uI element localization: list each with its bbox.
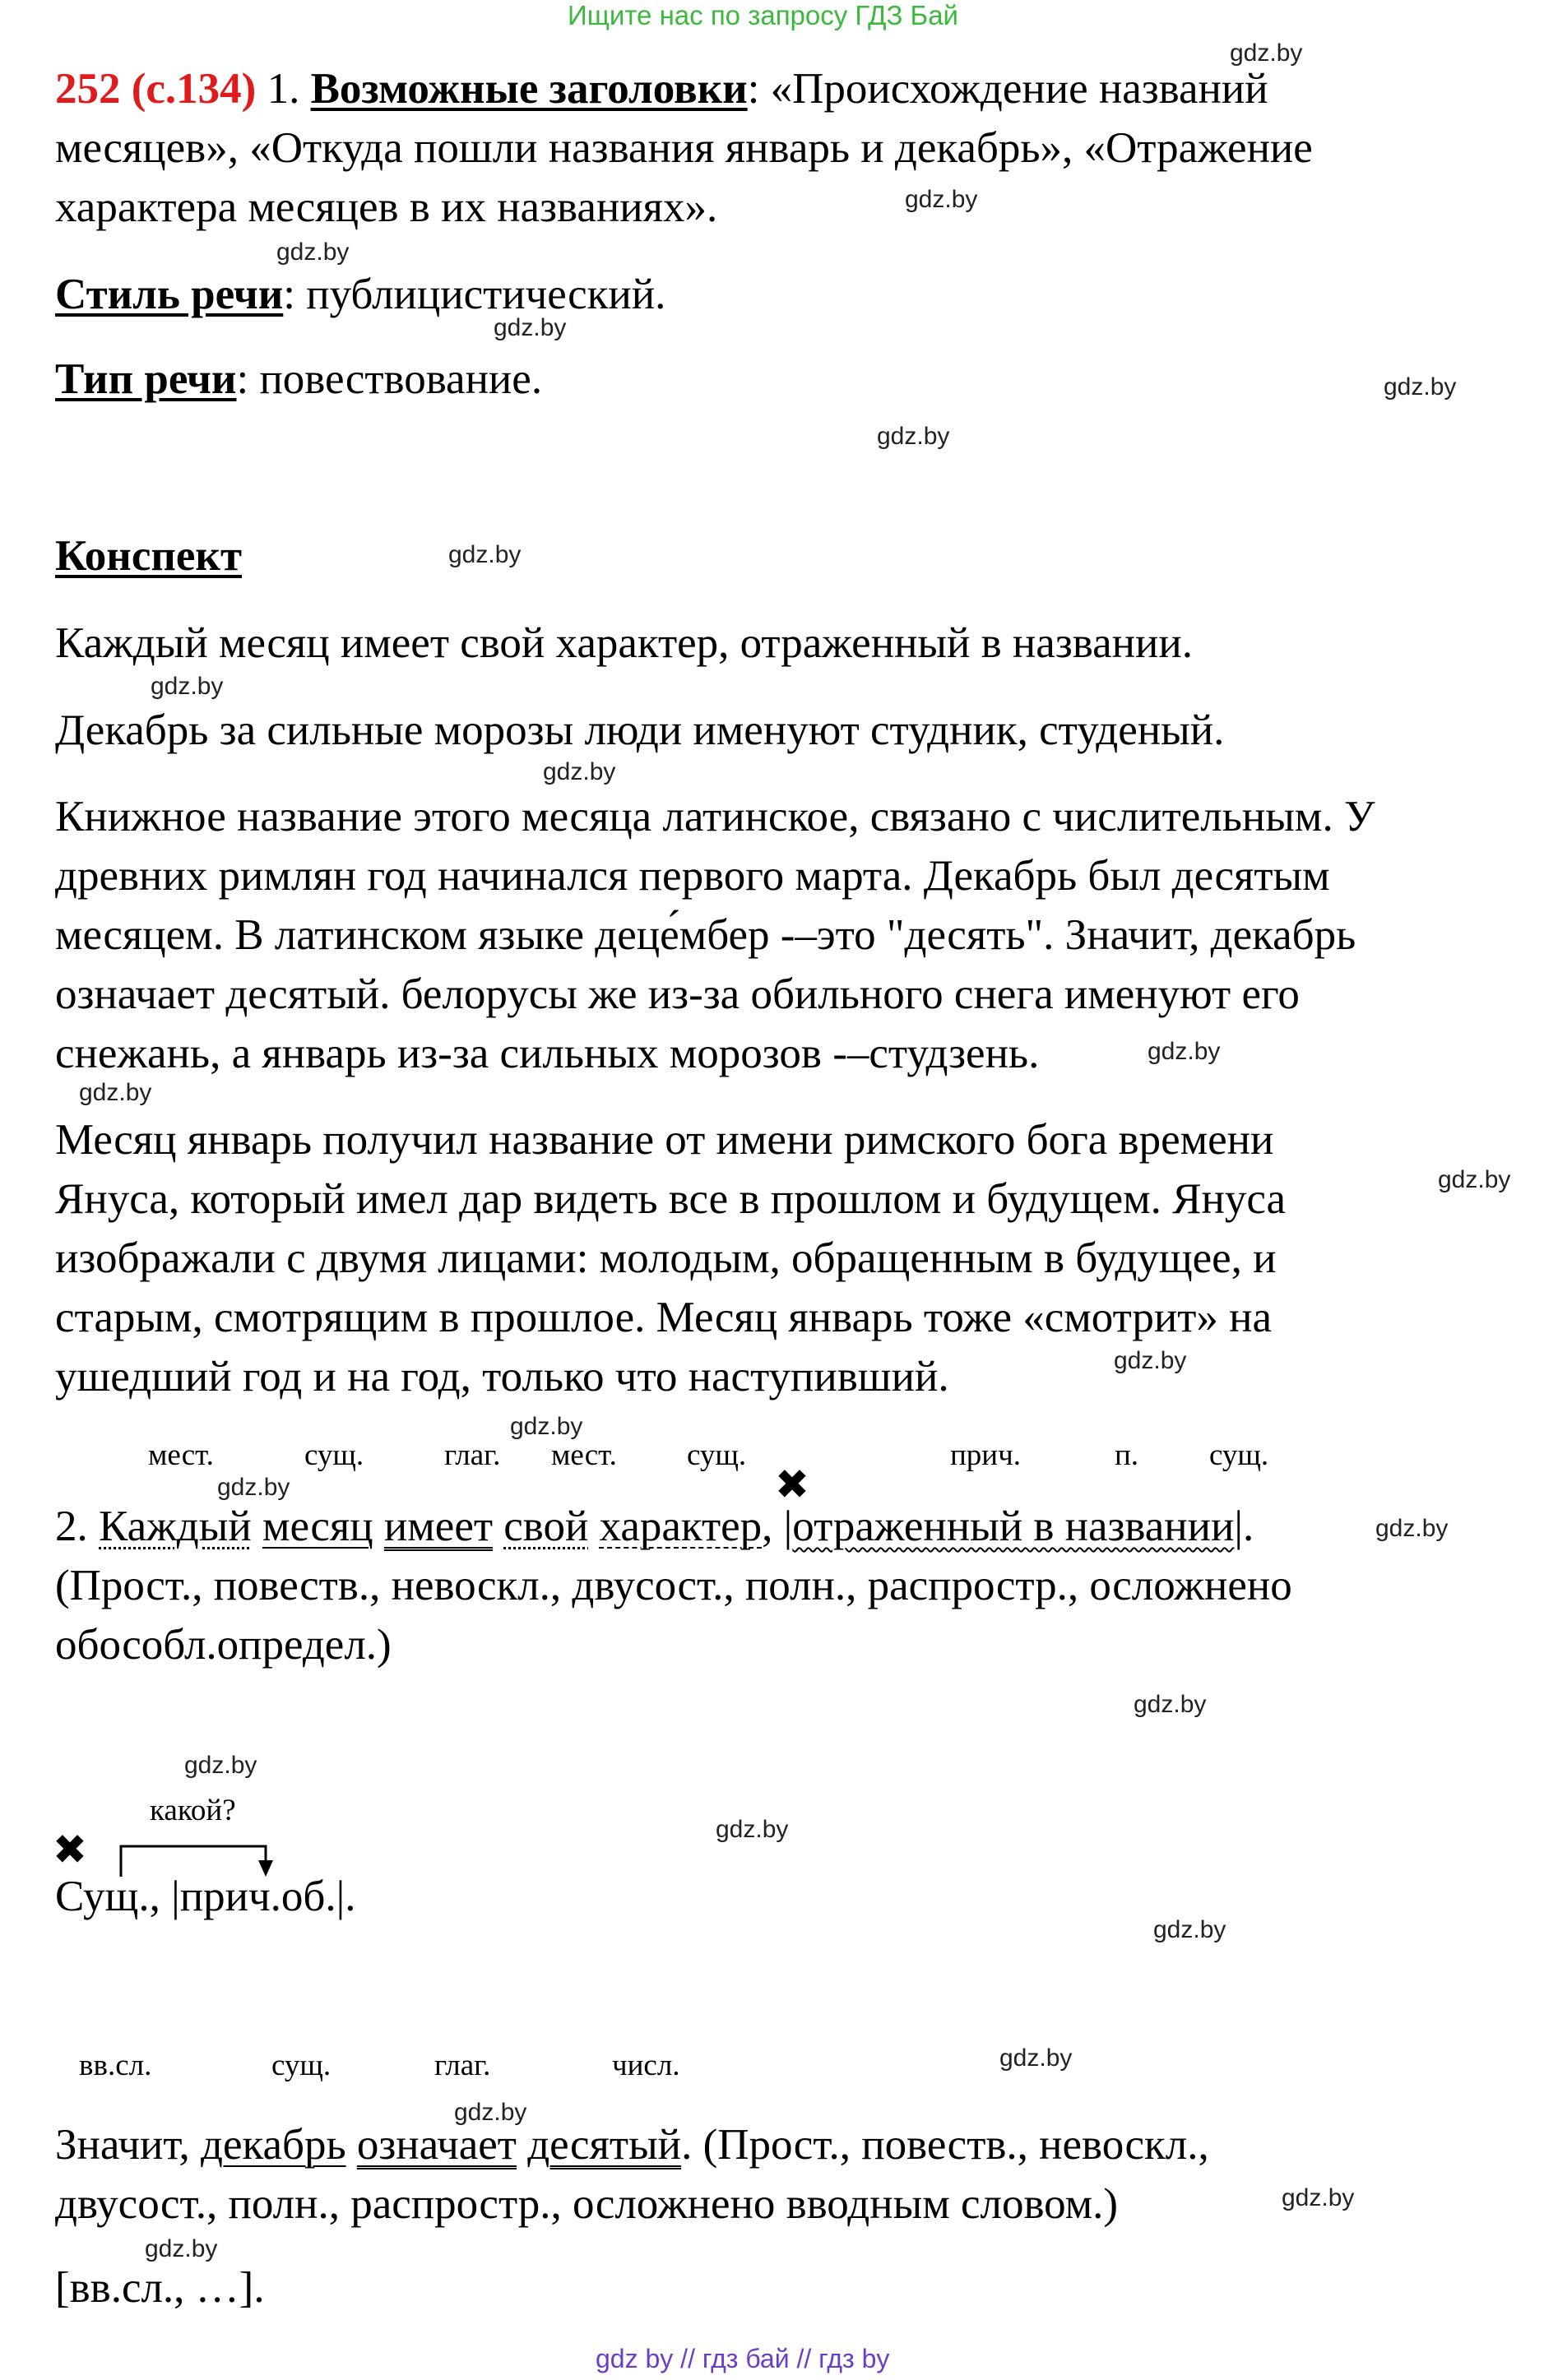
konspekt-line: Книжное название этого месяца латинское, связано с числительным. У bbox=[55, 793, 1375, 840]
watermark[interactable]: gdz.by bbox=[716, 1816, 789, 1843]
watermark[interactable]: gdz.by bbox=[1282, 2184, 1355, 2211]
headings-label: Возможные заголовки bbox=[310, 65, 748, 113]
question-label: какой? bbox=[150, 1794, 236, 1827]
pos-label: п. bbox=[1115, 1438, 1139, 1472]
watermark[interactable]: gdz.by bbox=[1375, 1515, 1449, 1542]
watermark[interactable]: gdz.by bbox=[1230, 39, 1303, 67]
watermark[interactable]: gdz.by bbox=[1114, 1347, 1187, 1374]
speech-style-line bbox=[55, 265, 665, 324]
scheme-noun: Сущ. bbox=[55, 1873, 150, 1920]
pos-label: сущ. bbox=[304, 1438, 364, 1472]
scheme-participle: прич.об. bbox=[179, 1873, 336, 1920]
parse2-line2: двусост., полн., распростр., осложнено вводным словом.) bbox=[55, 2180, 1119, 2228]
cross-mark-icon: ✖ bbox=[53, 1826, 87, 1873]
konspekt-line: снежань, а январь из-за сильных морозов -–студзень. bbox=[55, 1030, 1040, 1077]
top-banner[interactable]: Ищите нас по запросу ГДЗ Бай bbox=[568, 0, 958, 30]
task1-heading-line bbox=[55, 59, 1268, 118]
pos-label: вв.сл. bbox=[79, 2049, 152, 2082]
pos-label: прич. bbox=[950, 1438, 1021, 1472]
speech-type-line bbox=[55, 350, 542, 409]
type-value: : повествование. bbox=[236, 355, 543, 403]
watermark[interactable]: gdz.by bbox=[145, 2235, 218, 2262]
parse2-sentence: Значит, декабрь означает десятый. (Прост., повеств., невоскл., bbox=[55, 2121, 1209, 2169]
parse1-line2: (Прост., повеств., невоскл., двусост., полн., распростр., осложнено bbox=[55, 1562, 1292, 1609]
word-kazhdyi: Каждый bbox=[99, 1503, 252, 1550]
item-number: 1. bbox=[256, 65, 311, 113]
parse1-number: 2. bbox=[55, 1503, 99, 1550]
konspekt-line: месяцем. В латинском языке деце́мбер -–это "десять". Значит, декабрь bbox=[55, 911, 1356, 959]
scheme-1: Сущ., |прич.об.|. bbox=[55, 1873, 356, 1920]
watermark[interactable]: gdz.by bbox=[276, 238, 350, 266]
watermark[interactable]: gdz.by bbox=[905, 186, 978, 213]
konspekt-line: Януса, который имел дар видеть все в прошлом и будущем. Януса bbox=[55, 1175, 1287, 1223]
type-label: Тип речи bbox=[55, 355, 237, 403]
watermark[interactable]: gdz.by bbox=[877, 423, 950, 450]
watermark[interactable]: gdz.by bbox=[999, 2044, 1073, 2072]
parse1-line3: обособл.определ.) bbox=[55, 1621, 392, 1669]
watermark[interactable]: gdz.by bbox=[448, 541, 522, 568]
watermark[interactable]: gdz.by bbox=[79, 1079, 152, 1106]
watermark[interactable]: gdz.by bbox=[217, 1474, 290, 1501]
konspekt-line: Месяц январь получил название от имени римского бога времени bbox=[55, 1116, 1274, 1164]
konspekt-line: старым, смотрящим в прошлое. Месяц январь тоже «смотрит» на bbox=[55, 1294, 1273, 1341]
cross-mark-icon: ✖ bbox=[775, 1461, 809, 1508]
style-label: Стиль речи bbox=[55, 271, 284, 318]
konspekt-line: ушедший год и на год, только что наступивший. bbox=[55, 1353, 949, 1401]
footer-links[interactable]: gdz by // гдз бай // гдз by bbox=[596, 2344, 890, 2373]
parse2-tail: . (Прост., повеств., невоскл., bbox=[681, 2121, 1209, 2169]
pos-label: глаг. bbox=[444, 1438, 501, 1472]
watermark[interactable]: gdz.by bbox=[454, 2099, 527, 2126]
headings-line1: : «Происхождение названий bbox=[747, 65, 1268, 113]
konspekt-title-text: Конспект bbox=[55, 532, 242, 580]
pos-label: сущ. bbox=[687, 1438, 747, 1472]
watermark[interactable]: gdz.by bbox=[1153, 1916, 1226, 1943]
word-dekabr: декабрь bbox=[201, 2121, 346, 2169]
pos-label: мест. bbox=[551, 1438, 617, 1472]
watermark[interactable]: gdz.by bbox=[510, 1413, 583, 1440]
scheme-2: [вв.сл., …]. bbox=[55, 2264, 265, 2312]
watermark[interactable]: gdz.by bbox=[184, 1752, 257, 1779]
watermark[interactable]: gdz.by bbox=[1148, 1038, 1221, 1065]
word-mesyats: месяц bbox=[262, 1503, 373, 1550]
word-kharakter: характер bbox=[599, 1503, 763, 1550]
watermark[interactable]: gdz.by bbox=[1384, 373, 1457, 401]
word-oznachaet: означает bbox=[356, 2121, 517, 2169]
watermark[interactable]: gdz.by bbox=[151, 673, 224, 700]
participial-phrase: отраженный в названии bbox=[792, 1503, 1235, 1550]
style-value: : публицистический. bbox=[283, 271, 666, 318]
word-znachit: Значит bbox=[55, 2121, 179, 2169]
konspekt-line: Декабрь за сильные морозы люди именуют студник, студеный. bbox=[55, 706, 1225, 754]
word-svoi: свой bbox=[503, 1503, 589, 1550]
pos-label: мест. bbox=[148, 1438, 214, 1472]
watermark[interactable]: gdz.by bbox=[543, 758, 616, 785]
watermark[interactable]: gdz.by bbox=[1134, 1691, 1207, 1718]
konspekt-title bbox=[55, 526, 242, 586]
word-desyatyi: десятый bbox=[527, 2121, 682, 2169]
pos-label: числ. bbox=[612, 2049, 680, 2082]
headings-line2: месяцев», «Откуда пошли названия январь и декабрь», «Отражение bbox=[55, 124, 1313, 172]
watermark[interactable]: gdz.by bbox=[494, 314, 567, 341]
word-imeet: имеет bbox=[383, 1503, 494, 1550]
pos-label: сущ. bbox=[1209, 1438, 1269, 1472]
konspekt-line: означает десятый. белорусы же из-за обильного снега именуют его bbox=[55, 970, 1300, 1018]
konspekt-line: изображали с двумя лицами: молодым, обращенным в будущее, и bbox=[55, 1234, 1277, 1282]
watermark[interactable]: gdz.by bbox=[1438, 1166, 1511, 1193]
exercise-number: 252 (с.134) bbox=[55, 65, 257, 113]
pos-label: сущ. bbox=[271, 2049, 332, 2082]
konspekt-line: Каждый месяц имеет свой характер, отраженный в названии. bbox=[55, 619, 1193, 667]
pos-label: глаг. bbox=[434, 2049, 491, 2082]
headings-line3: характера месяцев в их названиях». bbox=[55, 183, 718, 231]
konspekt-line: древних римлян год начинался первого марта. Декабрь был десятым bbox=[55, 852, 1330, 900]
parse1-sentence: 2. Каждый месяц имеет свой характер, |отраженный в названии|. bbox=[55, 1503, 1254, 1550]
